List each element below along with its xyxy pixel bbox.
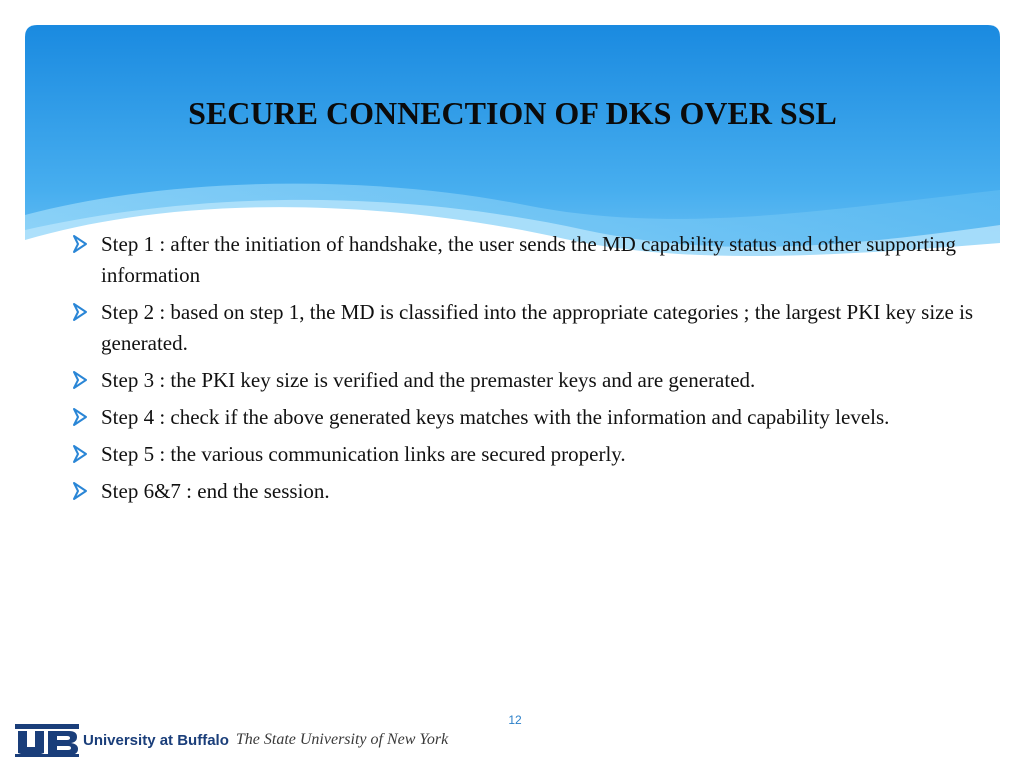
logo-tagline: The State University of New York: [235, 731, 449, 748]
slide-title: SECURE CONNECTION OF DKS OVER SSL: [188, 95, 837, 131]
bullet-text: Step 3 : the PKI key size is verified and the premaster keys and are generated.: [101, 368, 756, 392]
bullet-item: [72, 297, 982, 359]
arrow-bullet-icon: [72, 370, 88, 390]
bullet-item: [72, 402, 982, 433]
bullet-item: [72, 476, 982, 507]
bullet-item: [72, 365, 982, 396]
logo-name: University at Buffalo: [83, 731, 229, 749]
bullet-item: [72, 229, 982, 291]
bullet-text: Step 6&7 : end the session.: [101, 479, 330, 503]
bullet-text: Step 4 : check if the above generated keys matches with the information and capability levels.: [101, 405, 890, 429]
arrow-bullet-icon: [72, 302, 88, 322]
arrow-bullet-icon: [72, 234, 88, 254]
bullet-text: Step 1 : after the initiation of handshake, the user sends the MD capability status and other supporting information: [101, 232, 956, 287]
arrow-bullet-icon: [72, 481, 88, 501]
bullet-item: [72, 439, 982, 470]
bullet-text: Step 2 : based on step 1, the MD is classified into the appropriate categories ; the largest PKI key size is generated.: [101, 300, 974, 355]
bullet-text: Step 5 : the various communication links are secured properly.: [101, 442, 626, 466]
footer-logo: [15, 720, 448, 760]
arrow-bullet-icon: [72, 444, 88, 464]
arrow-bullet-icon: [72, 407, 88, 427]
bullet-list: [72, 229, 982, 513]
page-number: 12: [508, 713, 522, 727]
ub-logo-icon: [15, 722, 79, 758]
